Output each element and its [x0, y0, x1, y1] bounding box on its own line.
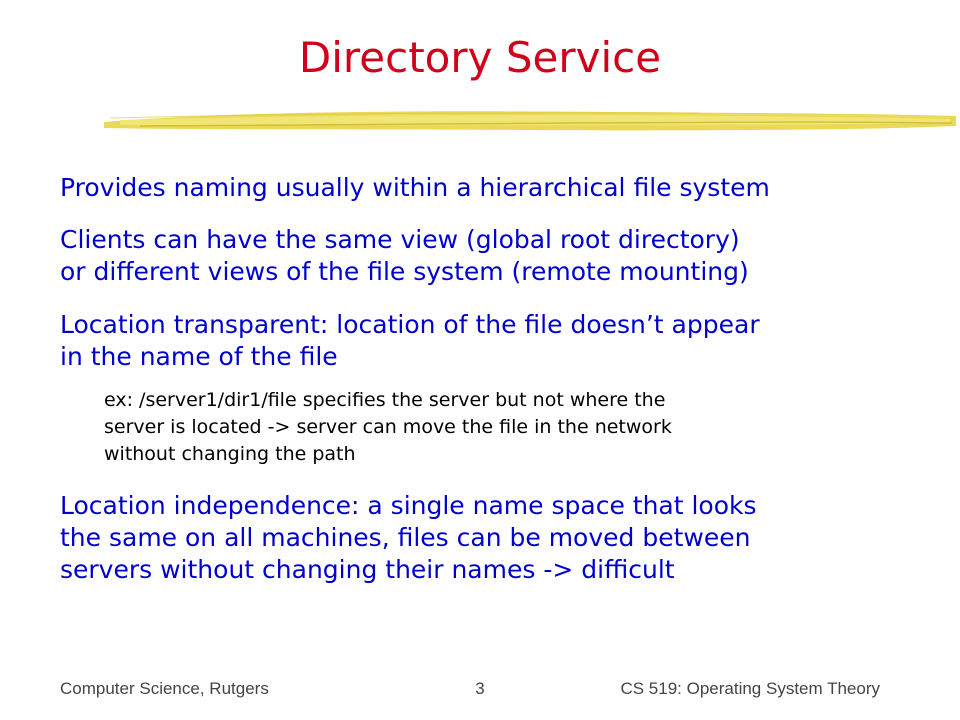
slide-title: Directory Service [298, 33, 662, 82]
sub-bullet-line-3: without changing the path [104, 443, 356, 465]
bullet-4-line-1: Location independence: a single name space that looks [60, 491, 757, 520]
sub-bullet-line-2: server is located -> server can move the file in the network [104, 416, 672, 438]
title-underline-highlight [100, 104, 960, 138]
bullet-3 [60, 309, 940, 373]
bullet-3-line-2: in the name of the file [60, 342, 338, 371]
sub-bullet-line-1: ex: /server1/dir1/file specifies the server but not where the [104, 389, 666, 411]
bullet-1-line-1: Provides naming usually within a hierarchical file system [60, 173, 770, 202]
bullet-2-line-2: or different views of the file system (remote mounting) [60, 257, 749, 286]
bullet-1 [60, 172, 940, 204]
bullet-3-line-1: Location transparent: location of the file doesn’t appear [60, 310, 760, 339]
footer-page-number: 3 [475, 679, 485, 698]
bullet-4 [60, 490, 940, 586]
bullet-4-line-3: servers without changing their names -> difficult [60, 555, 675, 584]
footer-right-text: CS 519: Operating System Theory [620, 679, 880, 698]
bullet-2-line-1: Clients can have the same view (global root directory) [60, 225, 740, 254]
bullet-2 [60, 224, 940, 288]
footer-left-text: Computer Science, Rutgers [60, 679, 269, 698]
sub-bullet-example [104, 387, 934, 468]
bullet-4-line-2: the same on all machines, files can be moved between [60, 523, 751, 552]
